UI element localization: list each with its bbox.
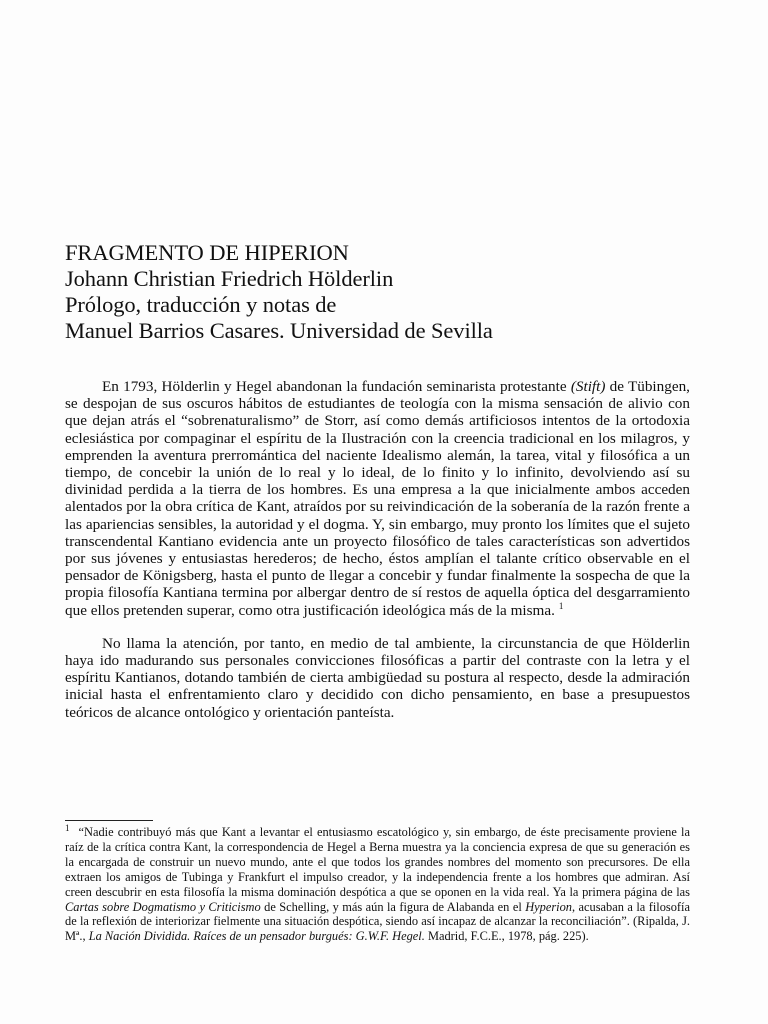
article-title: FRAGMENTO DE HIPERION (65, 240, 349, 265)
footnote-1-part-d: Madrid, F.C.E., 1978, pág. 225). (424, 929, 589, 944)
article-author: Johann Christian Friedrich Hölderlin (65, 266, 394, 291)
article-credit-line-2: Manuel Barrios Casares. Universidad de Sevilla (65, 318, 493, 343)
footnote-1-part-a: “Nadie contribuyó más que Kant a levantar el entusiasmo escatológico y, sin embargo, de éste precisamente proviene la raíz de la crítica contra Kant, la correspondencia de Hegel a Berna muestra ya la conciencia expresa de que su generación es la encargada de construir un nuevo mundo, ante el que todos los grandes nombres del momento son precursores. De ella extraen los amigos de Tubinga y Frankfurt el impulso creador, y la independencia frente a los hombres que admiran. Así creen descubrir en esta filosofía la misma dominación despótica a que se oponen en la vida real. Ya la primera página de las (65, 825, 690, 899)
body-paragraph-1 (65, 378, 690, 619)
footnote-1 (65, 822, 690, 944)
footnote-1-part-c: , acusaban a la filosofía de la reflexión de interiorizar fielmente una situación despótica, siendo así incapaz de alcanzar la reconciliación”. (Ripalda, J. Mª., (65, 899, 690, 944)
footnote-separator (65, 820, 153, 821)
paragraph-1-text-b: de Tübingen, se despojan de sus oscuros hábitos de estudiantes de teología con la misma sensación de alivio con que dejan atrás el “sobrenaturalismo” de Storr, así como demás artificiosos intentos de la ortodoxia eclesiástica por compaginar el espíritu de la Ilustración con la creencia tradicional en los milagros, y emprenden la aventura prerromántica del naciente Idealismo alemán, la tarea, vital y filosófica a un tiempo, de concebir la unión de lo real y lo ideal, de lo finito y lo infinito, devolviendo así su divinidad perdida a la tierra de los hombres. Es una empresa a la que inicialmente ambos acceden alentados por la obra crítica de Kant, atraídos por su reivindicación de la soberanía de la razón frente a las apariencias sensibles, la autoridad y el dogma. Y, sin embargo, muy pronto los límites que el sujeto transcendental Kantiano evidencia ante un proyecto filosófico de tales características son advertidos por sus jóvenes y entusiastas herederos; de hecho, éstos amplían el talante crítico observable en el pensador de Königsberg, hasta el punto de llegar a concebir y fundar finalmente la sospecha de que la propia filosofía Kantiana termina por albergar dentro de sí restos de aquella óptica del desgarramiento que ellos pretenden superar, como otra justificación ideológica más de la misma. (65, 378, 690, 619)
article-credit-line-1: Prólogo, traducción y notas de (65, 292, 337, 317)
footnote-1-mark: 1 (65, 822, 70, 833)
article-header (65, 240, 705, 344)
paragraph-1-text-a: En 1793, Hölderlin y Hegel abandonan la fundación seminarista protestante (102, 378, 571, 395)
footnote-1-text (65, 822, 690, 944)
footnote-1-part-b: de Schelling, y más aún la figura de Alabanda en el (260, 899, 526, 914)
footnote-1-italic-cartas: Cartas sobre Dogmatismo y Criticismo (65, 899, 261, 914)
footnote-reference-1[interactable]: 1 (558, 600, 564, 611)
footnote-1-italic-hyperion: Hyperion (525, 899, 573, 914)
body-paragraph-2: No llama la atención, por tanto, en medio de tal ambiente, la circunstancia de que Hölderlin haya ido madurando sus personales convicciones filosóficas a partir del contraste con la letra y el espíritu Kantianos, dotando también de cierta ambigüedad su postura al respecto, desde la admiración inicial hasta el enfrentamiento claro y decidido con dicho pensamiento, en base a presupuestos teóricos de alcance ontológico y orientación panteísta. (65, 634, 690, 721)
footnote-1-italic-nacion: La Nación Dividida. Raíces de un pensador burgués: G.W.F. Hegel. (88, 929, 425, 944)
paragraph-1-italic-stift: (Stift) (570, 378, 606, 395)
article-body (65, 378, 690, 721)
